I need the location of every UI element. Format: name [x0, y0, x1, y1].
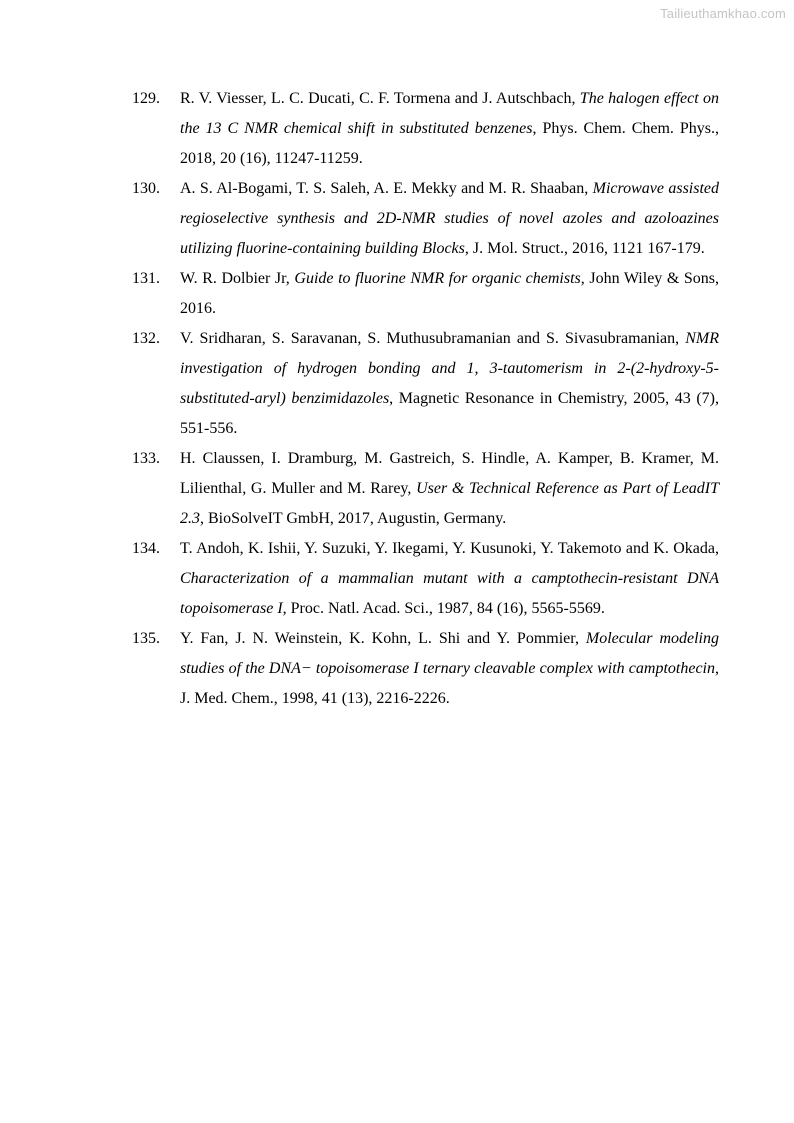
reference-list [132, 84, 719, 714]
reference-text [180, 174, 719, 264]
reference-number: 130. [132, 180, 160, 197]
reference-item [132, 624, 719, 714]
reference-text [180, 324, 719, 444]
reference-item [132, 534, 719, 624]
reference-item [132, 174, 719, 264]
reference-number: 132. [132, 330, 160, 347]
reference-source: , Proc. Natl. Acad. Sci., 1987, 84 (16), 5565-5569. [282, 600, 605, 617]
reference-source: , Magnetic Resonance in Chemistry, 2005, 43 (7), 551-556. [180, 390, 719, 437]
reference-text [180, 264, 719, 324]
reference-text [180, 534, 719, 624]
reference-authors: Y. Fan, J. N. Weinstein, K. Kohn, L. Shi and Y. Pommier, [180, 630, 579, 647]
reference-title: User & Technical Reference as Part of LeadIT 2.3 [180, 480, 720, 527]
reference-item [132, 84, 719, 174]
reference-title: Microwave assisted regioselective synthesis and 2D-NMR studies of novel azoles and azoloazines utilizing fluorine-containing building Blocks [180, 180, 720, 257]
reference-item [132, 444, 719, 534]
reference-number: 133. [132, 450, 160, 467]
reference-title: Molecular modeling studies of the DNA− topoisomerase I ternary cleavable complex with camptothecin [180, 630, 719, 677]
reference-authors: V. Sridharan, S. Saravanan, S. Muthusubramanian and S. Sivasubramanian, [180, 330, 680, 347]
reference-source: , J. Mol. Struct., 2016, 1121 167-179. [464, 240, 705, 257]
reference-item [132, 324, 719, 444]
reference-number: 135. [132, 630, 160, 647]
reference-text [180, 444, 719, 534]
reference-source: , John Wiley & Sons, 2016. [180, 270, 720, 317]
reference-source: , Phys. Chem. Chem. Phys., 2018, 20 (16), 11247-11259. [180, 120, 720, 167]
reference-item [132, 264, 719, 324]
reference-source: , BioSolveIT GmbH, 2017, Augustin, Germany. [200, 510, 507, 527]
reference-number: 131. [132, 270, 160, 287]
reference-text [180, 84, 719, 174]
reference-number: 134. [132, 540, 160, 557]
reference-title: Characterization of a mammalian mutant with a camptothecin-resistant DNA topoisomerase I [180, 570, 719, 617]
reference-authors: A. S. Al-Bogami, T. S. Saleh, A. E. Mekky and M. R. Shaaban, [180, 180, 589, 197]
reference-authors: H. Claussen, I. Dramburg, M. Gastreich, S. Hindle, A. Kamper, B. Kramer, M. Lilienthal, G. Muller and M. Rarey, [180, 450, 719, 497]
reference-authors: T. Andoh, K. Ishii, Y. Suzuki, Y. Ikegami, Y. Kusunoki, Y. Takemoto and K. Okada, [180, 540, 719, 557]
reference-authors: R. V. Viesser, L. C. Ducati, C. F. Tormena and J. Autschbach, [180, 90, 576, 107]
watermark: Tailieuthamkhao.com [660, 6, 786, 21]
reference-authors: W. R. Dolbier Jr, [180, 270, 290, 287]
reference-source: , J. Med. Chem., 1998, 41 (13), 2216-2226. [180, 660, 719, 707]
reference-title: Guide to fluorine NMR for organic chemists [294, 270, 581, 287]
reference-text [180, 624, 719, 714]
reference-number: 129. [132, 90, 160, 107]
reference-title: NMR investigation of hydrogen bonding and 1, 3-tautomerism in 2-(2-hydroxy-5-substituted-aryl) benzimidazoles [180, 330, 720, 407]
reference-title: The halogen effect on the 13 C NMR chemical shift in substituted benzenes [180, 90, 720, 137]
